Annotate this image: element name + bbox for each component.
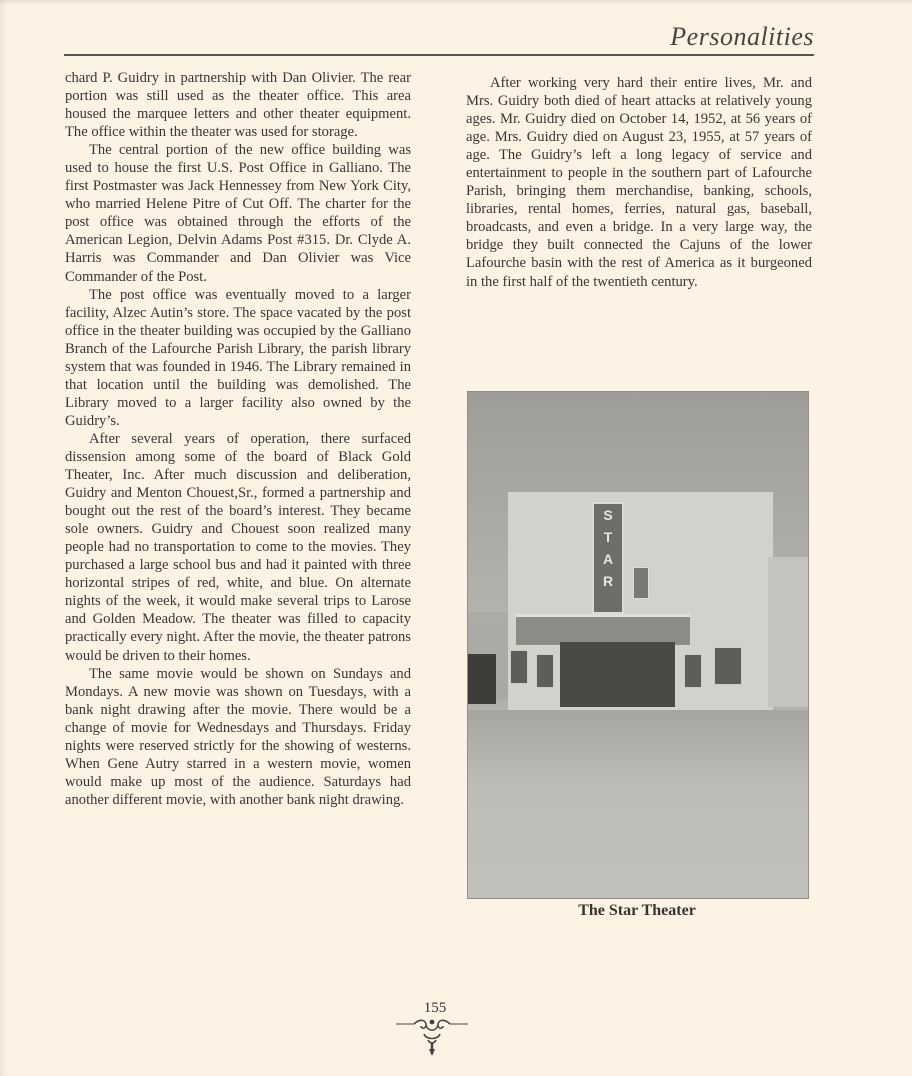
photo-entrance <box>560 642 675 707</box>
photo-poster <box>684 654 702 688</box>
paragraph: The post office was eventually moved to a larger facility, Alzec Autin’s store. The space vacated by the post office in the theater building was occupied by the Galliano Branch of the Lafourche Parish Library, the parish library system that was founded in 1946. The Library remained in that location until the building was demolished. The Library moved to a larger facility also owned by the Guidry’s. <box>65 286 411 429</box>
figure-caption: The Star Theater <box>578 902 696 919</box>
photo-poster <box>714 647 742 685</box>
right-column <box>466 74 812 291</box>
photo-window <box>633 567 649 599</box>
running-head: Personalities <box>670 22 814 51</box>
photo-poster <box>536 654 554 688</box>
photo-street <box>468 710 808 899</box>
paragraph: After several years of operation, there surfaced dissension among some of the board of Black Gold Theater, Inc. After much discussion and deliberation, Guidry and Menton Chouest,Sr., formed a partnership and bought out the rest of the board’s interest. They became sole owners. Guidry and Chouest soon realized many people had no transportation to come to the movies. They purchased a large school bus and had it painted with three horizontal stripes of red, white, and blue. On alternate nights of the week, it would make several trips to Larose and Golden Meadow. The theater was filled to capacity practically every night. After the movie, the theater patrons would be driven to their homes. <box>65 430 411 664</box>
photo-marquee <box>516 614 690 645</box>
photo-adjacent-building <box>468 654 496 704</box>
sign-letter: T <box>603 529 613 545</box>
fleuron-ornament-icon <box>392 1016 472 1060</box>
left-column <box>65 69 411 809</box>
paragraph: The central portion of the new office building was used to house the first U.S. Post Office in Galliano. The first Postmaster was Jack Hennessey from New York City, who married Helene Pitre of Cut Off. The charter for the post office was obtained through the efforts of the American Legion, Delvin Adams Post #315. Dr. Clyde A. Harris was Commander and Dan Olivier was Vice Commander of the Post. <box>65 142 411 285</box>
page-number: 155 <box>423 1000 447 1016</box>
photo-poster <box>510 650 528 684</box>
sign-letter: A <box>602 551 614 567</box>
paragraph: The same movie would be shown on Sundays and Mondays. A new movie was shown on Tuesdays, with a bank night drawing after the movie. There would be a change of movie for Wednesdays and Thursdays. Friday nights were reserved strictly for the showing of westerns. When Gene Autry starred in a western movie, women would make up most of the audience. Saturdays had another different movie, with another bank night drawing. <box>65 665 411 808</box>
paragraph: chard P. Guidry in partnership with Dan Olivier. The rear portion was still used as the theater office. This area housed the marquee letters and other theater equipment. The office within the theater was used for storage. <box>65 70 411 141</box>
sign-letter: S <box>603 507 613 523</box>
vertical-star-sign <box>592 502 624 614</box>
star-theater-photo <box>467 391 809 899</box>
header-rule <box>64 54 814 56</box>
photo-side-wall <box>768 557 808 707</box>
paragraph: After working very hard their entire lives, Mr. and Mrs. Guidry both died of heart attacks at relatively young ages. Mr. Guidry died on October 14, 1952, at 56 years of age. Mrs. Guidry died on August 23, 1955, at 57 years of age. The Guidry’s left a long legacy of service and entertainment to people in the southern part of Lafourche Parish, bringing them merchandise, banking, schools, libraries, rental homes, ferries, natural gas, baseball, broadcasts, and even a bridge. In a very large way, the bridge they built connected the Cajuns of the lower Lafourche basin with the rest of America as it burgeoned in the first half of the twentieth century. <box>466 75 812 290</box>
sign-letter: R <box>602 573 614 589</box>
